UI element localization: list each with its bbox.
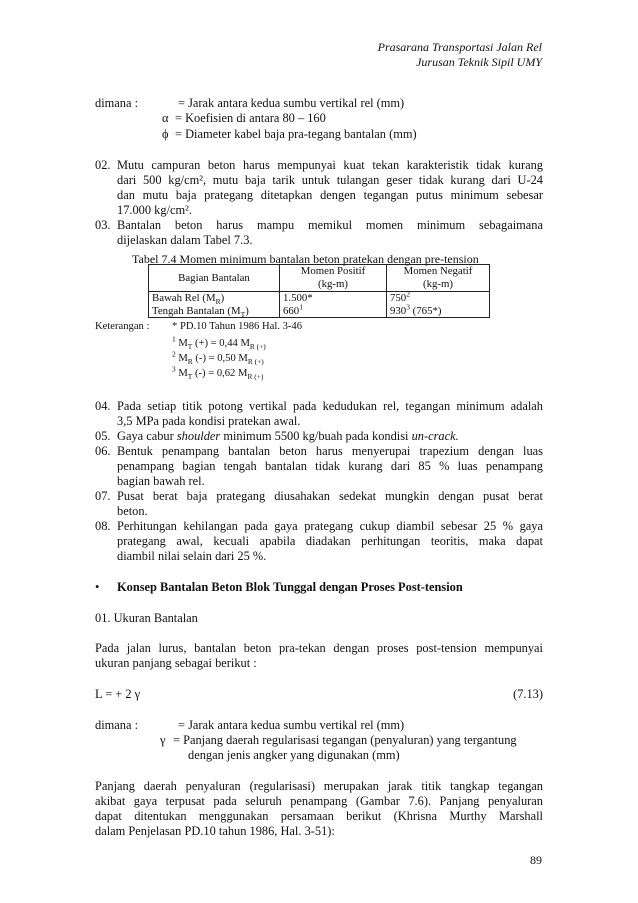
cell-subscript: T	[240, 309, 246, 319]
note-1	[172, 334, 266, 352]
list-number-03: 03.	[95, 218, 111, 232]
table-cell-negative-center	[387, 302, 490, 318]
note-2	[172, 349, 264, 367]
note-subscript: R (+)	[249, 342, 266, 352]
list-number-06: 06.	[95, 444, 111, 458]
where-sym-alpha: α	[162, 111, 169, 125]
equation-tag: (7.13)	[513, 687, 543, 701]
note-subscript: T	[187, 372, 193, 382]
where2-sym-gamma: γ	[160, 733, 166, 747]
note-text: (+) = 0,44 M	[192, 338, 250, 349]
note-subscript: R	[187, 357, 193, 367]
para2-line2: akibat gaya terpusat pada seluruh penampang (Gambar 7.6). Panjang penyaluran	[95, 794, 543, 808]
item08-line1: Perhitungan kehilangan pada gaya prategang cukup diambil sebesar 25 % gaya	[117, 519, 543, 533]
item07-line1: Pusat berat baja prategang diusahakan sedekat mungkin dengan pusat berat	[117, 489, 543, 503]
list-number-05: 05.	[95, 429, 111, 443]
cell-text: 660	[283, 304, 300, 317]
table-cell-positive-center	[280, 302, 387, 318]
table-row	[149, 292, 490, 305]
item07-line2: beton.	[117, 504, 148, 518]
table-header-negative-line1: Momen Negatif	[403, 265, 473, 278]
note-text: M	[175, 353, 188, 364]
cell-subscript: R	[215, 297, 221, 307]
note-marker: 3	[172, 364, 176, 374]
note-subscript: R (+)	[247, 357, 264, 367]
table-header-positive	[280, 265, 387, 292]
note-subscript: R (+)	[247, 372, 264, 382]
note-marker: 1	[172, 334, 176, 344]
item02-line4: 17.000 kg/cm².	[117, 203, 192, 217]
para2-line1: Panjang daerah penyaluran (regularisasi) merupakan jarak titik tangkap tegangan	[95, 779, 543, 793]
cell-text: 750	[390, 292, 407, 304]
cell-text: Tengah Bantalan (M	[152, 304, 241, 317]
table-header-negative-unit: (kg-m)	[423, 278, 453, 290]
list-number-02: 02.	[95, 158, 111, 172]
para2-line3: dapat ditentukan menggunakan persamaan berikut (Khrisna Murthy Marshall	[95, 809, 543, 823]
table-header-part: Bagian Bantalan	[149, 265, 280, 292]
cell-text: )	[245, 304, 249, 317]
cell-text: 930	[390, 304, 407, 317]
section-bullet: •	[95, 580, 100, 594]
where2-def-gamma-cont: dengan jenis angker yang digunakan (mm)	[188, 748, 400, 762]
item05-line	[117, 429, 459, 444]
page-number: 89	[530, 853, 542, 867]
note-3	[172, 364, 264, 382]
where-sym-phi: ϕ	[162, 127, 169, 141]
running-header	[378, 40, 542, 70]
note-subscript: T	[187, 342, 193, 352]
where2-label: dimana :	[95, 718, 139, 732]
table-header-positive-unit: (kg-m)	[318, 278, 348, 290]
header-course-title: Prasarana Transportasi Jalan Rel	[377, 40, 542, 54]
header-department: Jurusan Teknik Sipil UMY	[416, 55, 542, 69]
cell-text: (765*)	[409, 304, 442, 317]
note-star: * PD.10 Tahun 1986 Hal. 3-46	[172, 321, 303, 332]
where-def-alpha: = Koefisien di antara 80 – 160	[175, 111, 326, 125]
para1-line2: ukuran panjang sebagai berikut :	[95, 656, 257, 670]
item02-line2: dari 500 kg/cm², mutu baja tarik untuk tulangan geser tidak kurang dari U-24	[117, 173, 543, 187]
item04-line2: 3,5 MPa pada kondisi pratekan awal.	[117, 414, 301, 428]
item03-line2: dijelaskan dalam Tabel 7.3.	[117, 233, 253, 247]
item04-line1: Pada setiap titik potong vertikal pada kedudukan rel, tegangan minimum adalah	[117, 399, 543, 413]
table-header-negative	[387, 265, 490, 292]
note-text: (-) = 0,62 M	[192, 368, 248, 379]
cell-superscript: 3	[406, 302, 410, 311]
item08-line2: prategang awal, kecuali apabila diadakan perhitungan teoritis, maka dapat	[117, 534, 543, 548]
table-cell-part-center	[149, 305, 280, 318]
where2-def-gamma: = Panjang daerah regularisasi tegangan (penyaluran) yang tergantung	[173, 733, 517, 747]
where-def-phi: = Diameter kabel baja pra-tegang bantalan (mm)	[175, 127, 417, 141]
item05-text: minimum 5500 kg/buah pada kondisi	[220, 429, 412, 443]
cell-superscript: 2	[406, 289, 410, 299]
table-row	[149, 305, 490, 318]
item05-italic-shoulder: shoulder	[176, 429, 221, 443]
para1-line1: Pada jalan lurus, bantalan beton pra-tekan dengan proses post-tension mempunyai	[95, 641, 543, 655]
subsection-heading: 01. Ukuran Bantalan	[95, 611, 198, 625]
note-text: M	[175, 338, 188, 349]
table-header-positive-line1: Momen Positif	[300, 265, 366, 278]
cell-text: Bawah Rel (M	[152, 292, 216, 304]
list-number-07: 07.	[95, 489, 111, 503]
item05-italic-uncrack: un-crack.	[411, 429, 459, 443]
item02-line3: dan mutu baja prategang ditetapkan dengen tegangan putus minimum sebesar	[117, 188, 543, 202]
notes-label: Keterangan :	[95, 321, 150, 332]
item03-line1: Bantalan beton harus mampu memikul momen minimum sebagaimana	[117, 218, 543, 232]
table-cell-positive-rail: 1.500*	[280, 292, 387, 305]
section-heading: Konsep Bantalan Beton Blok Tunggal dengan Proses Post-tension	[117, 580, 463, 594]
para2-line4: dalam Penjelasan PD.10 tahun 1986, Hal. 3-51):	[95, 824, 335, 838]
moment-table	[148, 264, 490, 318]
where2-def-rail-distance: = Jarak antara kedua sumbu vertikal rel (mm)	[178, 718, 405, 732]
item06-line1: Bentuk penampang bantalan beton harus menyerupai trapezium dengan luas	[117, 444, 543, 458]
list-number-08: 08.	[95, 519, 111, 533]
item02-line1: Mutu campuran beton harus mempunyai kuat tekan karakteristik tidak kurang	[117, 158, 543, 172]
note-text: (-) = 0,50 M	[192, 353, 248, 364]
list-number-04: 04.	[95, 399, 111, 413]
table-cell-negative-rail	[387, 289, 490, 305]
table-cell-part-rail	[149, 292, 280, 305]
note-text: M	[175, 368, 188, 379]
equation-lhs: L = + 2 γ	[95, 687, 141, 701]
table-header-row	[149, 265, 490, 292]
item08-line3: diambil nilai selain dari 25 %.	[117, 549, 267, 563]
item06-line2: penampang bagian tengah bantalan tidak kurang dari 85 % luas penampang	[117, 459, 543, 473]
where-label: dimana :	[95, 96, 139, 110]
cell-text: )	[220, 292, 225, 304]
item05-text: Gaya cabur	[117, 429, 177, 443]
note-marker: 2	[172, 349, 176, 359]
item06-line3: bagian bawah rel.	[117, 474, 205, 488]
cell-superscript: 1	[299, 302, 303, 311]
table-caption: Tabel 7.4 Momen minimum bantalan beton pratekan dengan pre-tension	[132, 252, 479, 266]
where-def-rail-distance: = Jarak antara kedua sumbu vertikal rel (mm)	[178, 96, 405, 110]
